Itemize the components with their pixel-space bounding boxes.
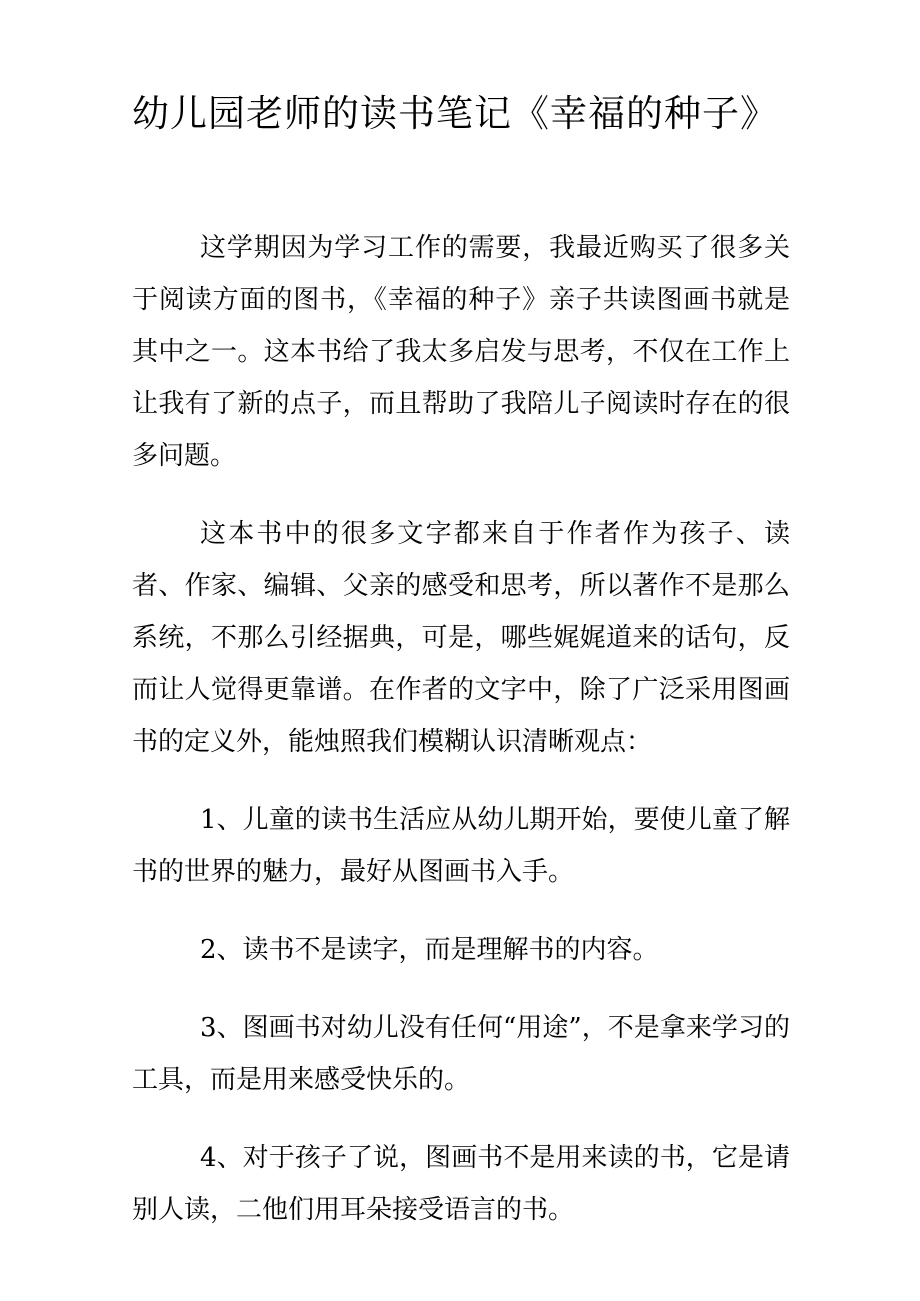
document-title: 幼儿园老师的读书笔记《幸福的种子》: [132, 92, 778, 135]
paragraph-point-1: 1、儿童的读书生活应从幼儿期开始，要使儿童了解书的世界的魅力，最好从图画书入手。: [132, 805, 790, 887]
document-body: [132, 222, 790, 1262]
paragraph-point-4: 4、对于孩子了说，图画书不是用来读的书，它是请别人读，二他们用耳朵接受语言的书。: [132, 1143, 790, 1225]
paragraph-intro: 这学期因为学习工作的需要，我最近购买了很多关于阅读方面的图书，《幸福的种子》亲子共读图画书就是其中之一。这本书给了我太多启发与思考，不仅在工作上让我有了新的点子，而且帮助了我陪儿子阅读时存在的很多问题。: [132, 233, 790, 471]
paragraph-point-3: 3、图画书对幼儿没有任何“用途”，不是拿来学习的工具，而是用来感受快乐的。: [132, 1013, 790, 1095]
paragraph-book-description: 这本书中的很多文字都来自于作者作为孩子、读者、作家、编辑、父亲的感受和思考，所以著作不是那么系统，不那么引经据典，可是，哪些娓娓道来的话句，反而让人觉得更靠谱。在作者的文字中，除了广泛采用图画书的定义外，能烛照我们模糊认识清晰观点：: [132, 519, 790, 757]
paragraph-point-2: 2、读书不是读字，而是理解书的内容。: [200, 935, 659, 965]
